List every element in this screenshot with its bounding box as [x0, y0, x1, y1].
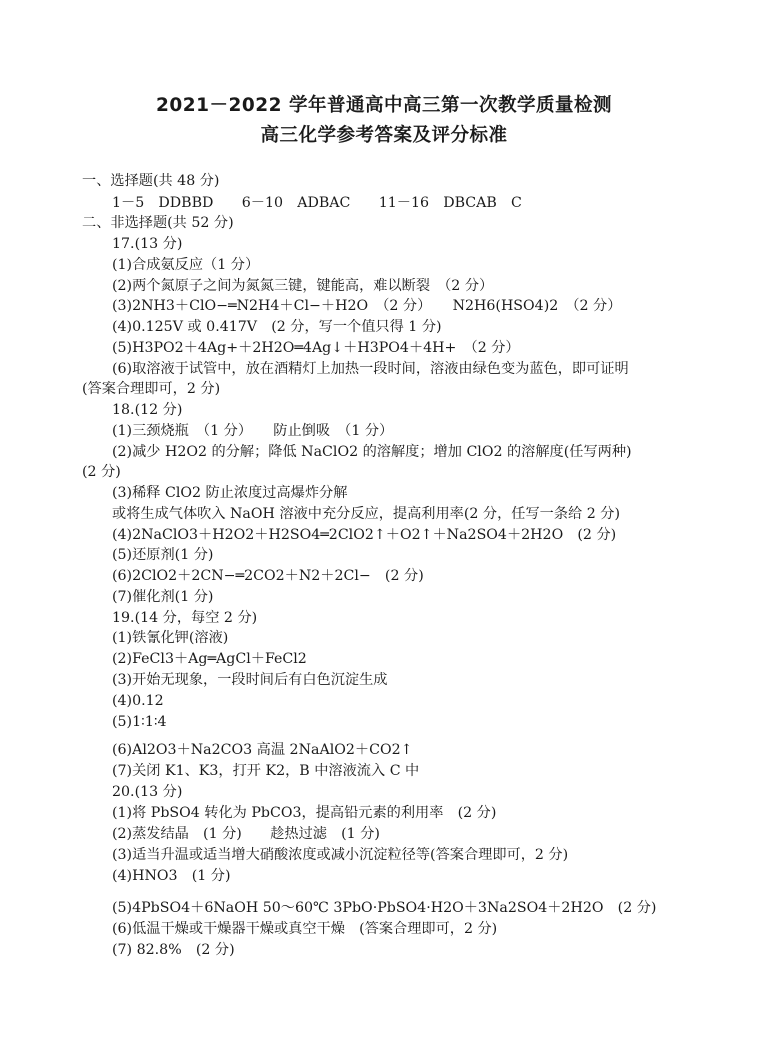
question-heading-19: 19.(14 分，每空 2 分): [112, 610, 258, 626]
answer-line: (6)Al2O3＋Na2CO3 高温 2NaAlO2＋CO2↑: [112, 742, 413, 758]
answer-line: (5)H3PO2＋4Ag+＋2H2O═4Ag↓＋H3PO4＋4H+ （2 分）: [112, 340, 520, 356]
answer-line: (2)蒸发结晶 (1 分) 趁热过滤 (1 分): [112, 826, 380, 842]
answer-line: (6)低温干燥或干燥器干燥或真空干燥 (答案合理即可，2 分): [112, 921, 498, 937]
answer-line: (7)催化剂(1 分): [112, 589, 214, 605]
answer-line: (3)2NH3＋ClO−═N2H4＋Cl−＋H2O （2 分） N2H6(HSO4)2 （2 分）: [112, 298, 622, 314]
answer-line: (4)0.12: [112, 693, 164, 709]
answer-line: (5)4PbSO4＋6NaOH 50～60℃ 3PbO·PbSO4·H2O＋3Na2SO4＋2H2O (2 分): [112, 900, 657, 916]
answer-line: (6)2ClO2＋2CN−═2CO2＋N2＋2Cl− (2 分): [112, 568, 424, 584]
choice-answers: 1－5 DDBBD 6－10 ADBAC 11－16 DBCAB C: [112, 195, 522, 211]
question-heading-17: 17.(13 分): [112, 236, 183, 252]
answer-line: (4)0.125V 或 0.417V (2 分，写一个值只得 1 分): [112, 319, 442, 335]
answer-line: (1)合成氨反应（1 分）: [112, 257, 260, 273]
answer-line: (2)两个氮原子之间为氮氮三键，键能高，难以断裂 （2 分）: [112, 278, 494, 294]
answer-line: (4)2NaClO3＋H2O2＋H2SO4═2ClO2↑＋O2↑＋Na2SO4＋2H2O (2 分): [112, 527, 617, 543]
section-heading-choice: 一、选择题(共 48 分): [82, 173, 220, 189]
answer-line: (4)HNO3 (1 分): [112, 868, 231, 884]
question-heading-18: 18.(12 分): [112, 402, 183, 418]
answer-line: (7)关闭 K1、K3，打开 K2，B 中溶液流入 C 中: [112, 763, 420, 779]
answer-line: (2)FeCl3＋Ag═AgCl＋FeCl2: [112, 651, 307, 667]
answer-line: (6)取溶液于试管中，放在酒精灯上加热一段时间，溶液由绿色变为蓝色，即可证明: [112, 361, 629, 377]
answer-line: (3)稀释 ClO2 防止浓度过高爆炸分解: [112, 485, 348, 501]
document-subtitle: 高三化学参考答案及评分标准: [260, 125, 508, 146]
answer-line: (3)适当升温或适当增大硝酸浓度或减小沉淀粒径等(答案合理即可，2 分): [112, 847, 569, 863]
answer-line: (5)还原剂(1 分): [112, 547, 214, 563]
question-heading-20: 20.(13 分): [112, 784, 183, 800]
answer-line: (3)开始无现象，一段时间后有白色沉淀生成: [112, 672, 388, 688]
answer-line: (7) 82.8% (2 分): [112, 942, 235, 958]
answer-line: 或将生成气体吹入 NaOH 溶液中充分反应，提高利用率(2 分，任写一条给 2 分): [112, 506, 620, 522]
answer-line-continued: (答案合理即可，2 分): [82, 381, 221, 397]
answer-line: (2)减少 H2O2 的分解；降低 NaClO2 的溶解度；增加 ClO2 的溶解度(任写两种): [112, 444, 632, 460]
section-heading-nonchoice: 二、非选择题(共 52 分): [82, 215, 234, 231]
document-title: 2021－2022 学年普通高中高三第一次教学质量检测: [156, 95, 612, 116]
answer-line: (1)将 PbSO4 转化为 PbCO3，提高铅元素的利用率 (2 分): [112, 805, 497, 821]
answer-line: (1)三颈烧瓶 （1 分） 防止倒吸 （1 分）: [112, 423, 394, 439]
answer-line-continued: (2 分): [82, 464, 121, 480]
answer-line: (1)铁氰化钾(溶液): [112, 630, 229, 646]
answer-line: (5)1∶1∶4: [112, 714, 167, 730]
